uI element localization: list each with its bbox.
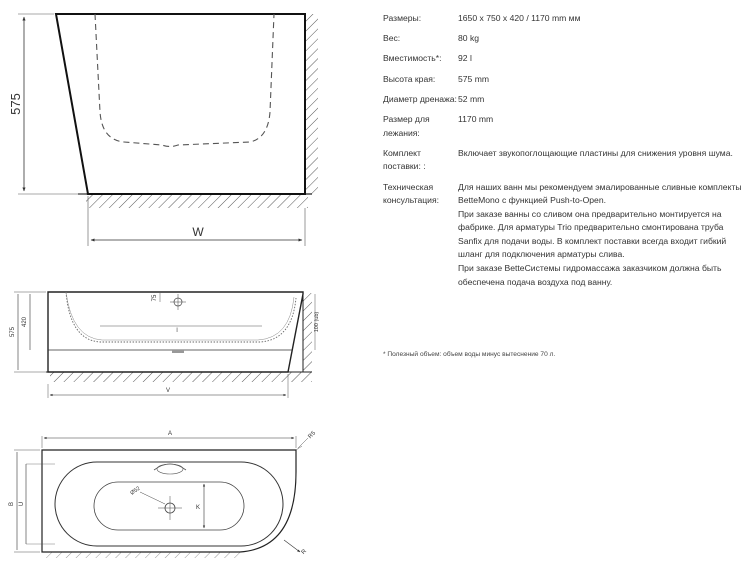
- plan-b-label: B: [9, 501, 15, 507]
- spec-row: [383, 113, 743, 140]
- plan-r-label: R: [300, 548, 308, 556]
- spec-label: Диаметр дренажа:: [383, 93, 457, 104]
- side-view: [8, 14, 318, 246]
- spec-value: [458, 147, 743, 174]
- spec-value: [458, 52, 743, 66]
- plan-k-label: K: [195, 505, 201, 511]
- spec-value: [458, 181, 743, 290]
- spec-value-paragraph: 1650 x 750 x 420 / 1170 mm мм: [458, 13, 581, 23]
- spec-label: Техническая консультация:: [383, 181, 439, 206]
- spec-value-paragraph: Для наших ванн мы рекомендуем эмалированные сливные комплекты BetteMono с функцией Push-to-Open.: [458, 181, 742, 206]
- plan-r5-label: R5: [307, 430, 318, 441]
- plan-bottom: [94, 482, 244, 530]
- spec-row: [383, 52, 743, 66]
- spec-row: [383, 32, 743, 46]
- tub-outline: [56, 14, 305, 194]
- spec-row: [383, 181, 743, 290]
- side-height-label: 575: [8, 93, 23, 115]
- spec-value-paragraph: 80 kg: [458, 33, 480, 44]
- spec-value: [458, 73, 743, 87]
- spec-value-paragraph: 52 mm: [458, 93, 485, 104]
- spec-value-paragraph: При заказе ванны со сливом она предварительно монтируется на фабрике. Для арматуры Trio предварительно смонтирована труба Sanfix для подачи воды. В комплект поставки всегда входит гибкий шланг для подключения арматуры слива.: [458, 208, 727, 260]
- spec-label: Размер для лежания:: [383, 113, 430, 138]
- spec-row: [383, 12, 743, 26]
- tub-inner-dashed: [95, 14, 274, 147]
- section-l-label: l: [176, 328, 178, 334]
- spec-label: Размеры:: [383, 13, 422, 23]
- plan-a-label: A: [167, 431, 173, 437]
- spec-label: Высота края:: [383, 73, 436, 84]
- spec-value-paragraph: 92 l: [458, 53, 472, 64]
- section-view: [10, 292, 320, 398]
- spec-label: Комплект поставки: :: [383, 147, 426, 172]
- section-v-label: V: [165, 388, 171, 394]
- plan-u-label: U: [19, 501, 25, 507]
- section-420-label: 420: [22, 316, 28, 328]
- section-100-label: 100 (ub): [314, 311, 320, 333]
- section-575-label: 575: [10, 326, 16, 338]
- wall-hatch: [305, 14, 318, 194]
- plan-view: [9, 430, 318, 558]
- spec-row: [383, 93, 743, 107]
- technical-drawings: [0, 0, 360, 584]
- side-width-label: W: [192, 225, 204, 239]
- section-75-label: 75: [152, 294, 158, 302]
- spec-value-paragraph: 575 mm: [458, 73, 490, 84]
- drawings-svg: [0, 0, 360, 584]
- spec-value: [458, 113, 743, 140]
- spec-value-paragraph: Включает звукопоглощающие пластины для снижения уровня шума.: [458, 147, 733, 158]
- plan-drain-label: Ø52: [129, 485, 142, 497]
- spec-label: Вместимость*:: [383, 53, 442, 64]
- spec-label: Вес:: [383, 33, 401, 44]
- spec-value-paragraph: При заказе BetteСистемы гидромассажа заказчиком должна быть обеспечена подача воздуха под ванну.: [458, 263, 722, 287]
- spec-value: [458, 93, 743, 107]
- spec-value: [458, 12, 743, 26]
- footnote: * Полезный объем: объем воды минус вытеснение 70 л.: [383, 351, 556, 358]
- spec-row: [383, 147, 743, 174]
- spec-row: [383, 73, 743, 87]
- floor-hatch: [86, 194, 308, 208]
- spec-table: [383, 12, 743, 296]
- plan-rim: [55, 462, 283, 546]
- spec-value: [458, 32, 743, 46]
- spec-value-paragraph: 1170 mm: [458, 113, 494, 124]
